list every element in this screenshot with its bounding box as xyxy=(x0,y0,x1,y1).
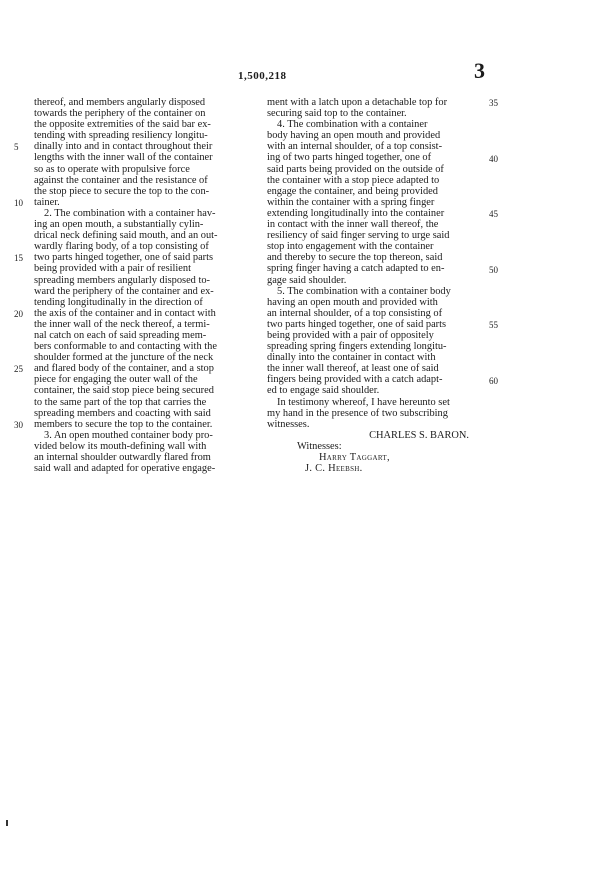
text-line: thereof, and members angularly disposed xyxy=(34,97,206,108)
text-line: 5. The combination with a container body xyxy=(277,285,451,297)
text-line: the inner wall thereof, at least one of said xyxy=(267,363,439,375)
text-line: piece for engaging the outer wall of the xyxy=(34,374,198,386)
text-line: said parts being provided on the outside of xyxy=(267,163,444,175)
line-number: 5 xyxy=(14,142,19,153)
text-line: to the same part of the top that carries the xyxy=(34,396,207,408)
text-line: two parts hinged together, one of said parts xyxy=(267,318,447,330)
text-line: an internal shoulder outwardly flared from xyxy=(34,452,211,463)
text-line: ward the periphery of the container and ex- xyxy=(34,285,214,297)
line-number: 45 xyxy=(489,209,498,219)
text-line: dinally into the container in contact with xyxy=(267,352,436,364)
text-line: container, the said stop piece being secured xyxy=(34,385,214,397)
text-line: spreading spring fingers extending longitu- xyxy=(267,341,447,353)
text-line: ment with a latch upon a detachable top for xyxy=(267,97,448,108)
text-line: nal catch on each of said spreading mem- xyxy=(34,329,207,341)
text-line: drical neck defining said mouth, and an out- xyxy=(34,230,218,242)
text-line: fingers being provided with a catch adapt- xyxy=(267,374,443,386)
text-line: 4. The combination with a container xyxy=(277,119,428,131)
text-line: the opposite extremities of the said bar ex- xyxy=(34,119,211,131)
line-number: 30 xyxy=(14,419,23,430)
text-line: two parts hinged together, one of said parts xyxy=(34,252,214,264)
text-line: against the container and the resistance of xyxy=(34,174,208,186)
text-line: spring finger having a catch adapted to en- xyxy=(267,263,445,275)
line-number: 35 xyxy=(489,98,498,108)
text-line: towards the periphery of the container on xyxy=(34,108,206,120)
line-number: 50 xyxy=(489,264,498,275)
line-number: 55 xyxy=(489,320,498,330)
text-line: shoulder formed at the juncture of the neck xyxy=(34,352,214,364)
text-line: resiliency of said finger serving to urge said xyxy=(267,230,450,242)
text-line: 2. The combination with a container hav- xyxy=(44,207,216,219)
inventor-signature: CHARLES S. BARON. xyxy=(369,429,469,441)
text-line: ing of two parts hinged together, one of xyxy=(267,152,432,164)
line-number: 10 xyxy=(14,197,23,208)
text-line: 3. An open mouthed container body pro- xyxy=(44,429,213,441)
line-number: 20 xyxy=(14,308,23,319)
patent-number: 1,500,218 xyxy=(238,70,287,82)
text-line: extending longitudinally into the container xyxy=(267,207,445,219)
text-line: the stop piece to secure the top to the con- xyxy=(34,185,210,197)
witnesses-label: Witnesses: xyxy=(297,440,342,452)
text-line: tending with spreading resiliency longitu- xyxy=(34,130,208,142)
text-line: being provided with a pair of oppositely xyxy=(267,329,434,341)
text-line: vided below its mouth-defining wall with xyxy=(34,440,207,452)
text-line: spreading members and coacting with said xyxy=(34,407,211,419)
text-line: ing an open mouth, a substantially cylin- xyxy=(34,219,204,231)
line-number: 25 xyxy=(14,364,23,375)
text-line: tending longitudinally in the direction of xyxy=(34,296,203,308)
witness-name: Harry Taggart, xyxy=(319,452,390,463)
text-line: witnesses. xyxy=(267,418,310,430)
text-line: members to secure the top to the container. xyxy=(34,418,213,430)
text-line: body having an open mouth and provided xyxy=(267,130,441,142)
text-line: within the container with a spring finger xyxy=(267,196,435,208)
text-line: securing said top to the container. xyxy=(267,108,407,120)
text-line: bers conformable to and contacting with the xyxy=(34,341,217,353)
scan-speck xyxy=(6,820,8,826)
text-line: gage said shoulder. xyxy=(267,274,347,286)
text-line: being provided with a pair of resilient xyxy=(34,263,191,275)
text-line: dinally into and in contact throughout their xyxy=(34,141,213,153)
text-line: the container with a stop piece adapted to xyxy=(267,174,440,186)
line-number: 15 xyxy=(14,253,23,264)
line-number: 40 xyxy=(489,153,498,164)
text-line: with an internal shoulder, of a top consist- xyxy=(267,141,443,153)
text-line: the axis of the container and in contact with xyxy=(34,307,216,319)
text-line: wardly flaring body, of a top consisting of xyxy=(34,241,209,253)
text-line: stop into engagement with the container xyxy=(267,241,434,253)
text-line: in contact with the inner wall thereof, the xyxy=(267,219,439,231)
left-text-column xyxy=(34,97,266,474)
sheet-number: 3 xyxy=(474,58,485,83)
text-line: tainer. xyxy=(34,196,60,208)
text-line: the inner wall of the neck thereof, a termi- xyxy=(34,318,210,330)
text-line: and flared body of the container, and a stop xyxy=(34,363,214,375)
text-line: engage the container, and being provided xyxy=(267,185,438,197)
right-text-column xyxy=(267,97,487,474)
text-line: said wall and adapted for operative engage- xyxy=(34,463,216,475)
text-line: In testimony whereof, I have hereunto set xyxy=(277,396,450,408)
line-number: 60 xyxy=(489,375,498,386)
witness-name: J. C. Heebsh. xyxy=(305,463,363,475)
text-line: and thereby to secure the top thereon, said xyxy=(267,252,443,264)
text-line: an internal shoulder, of a top consisting of xyxy=(267,307,443,319)
text-line: having an open mouth and provided with xyxy=(267,296,438,308)
text-line: so as to operate with propulsive force xyxy=(34,163,190,175)
text-line: spreading members angularly disposed to- xyxy=(34,274,211,286)
text-line: lengths with the inner wall of the container xyxy=(34,152,213,164)
text-line: my hand in the presence of two subscribing xyxy=(267,407,448,419)
text-line: ed to engage said shoulder. xyxy=(267,385,380,397)
